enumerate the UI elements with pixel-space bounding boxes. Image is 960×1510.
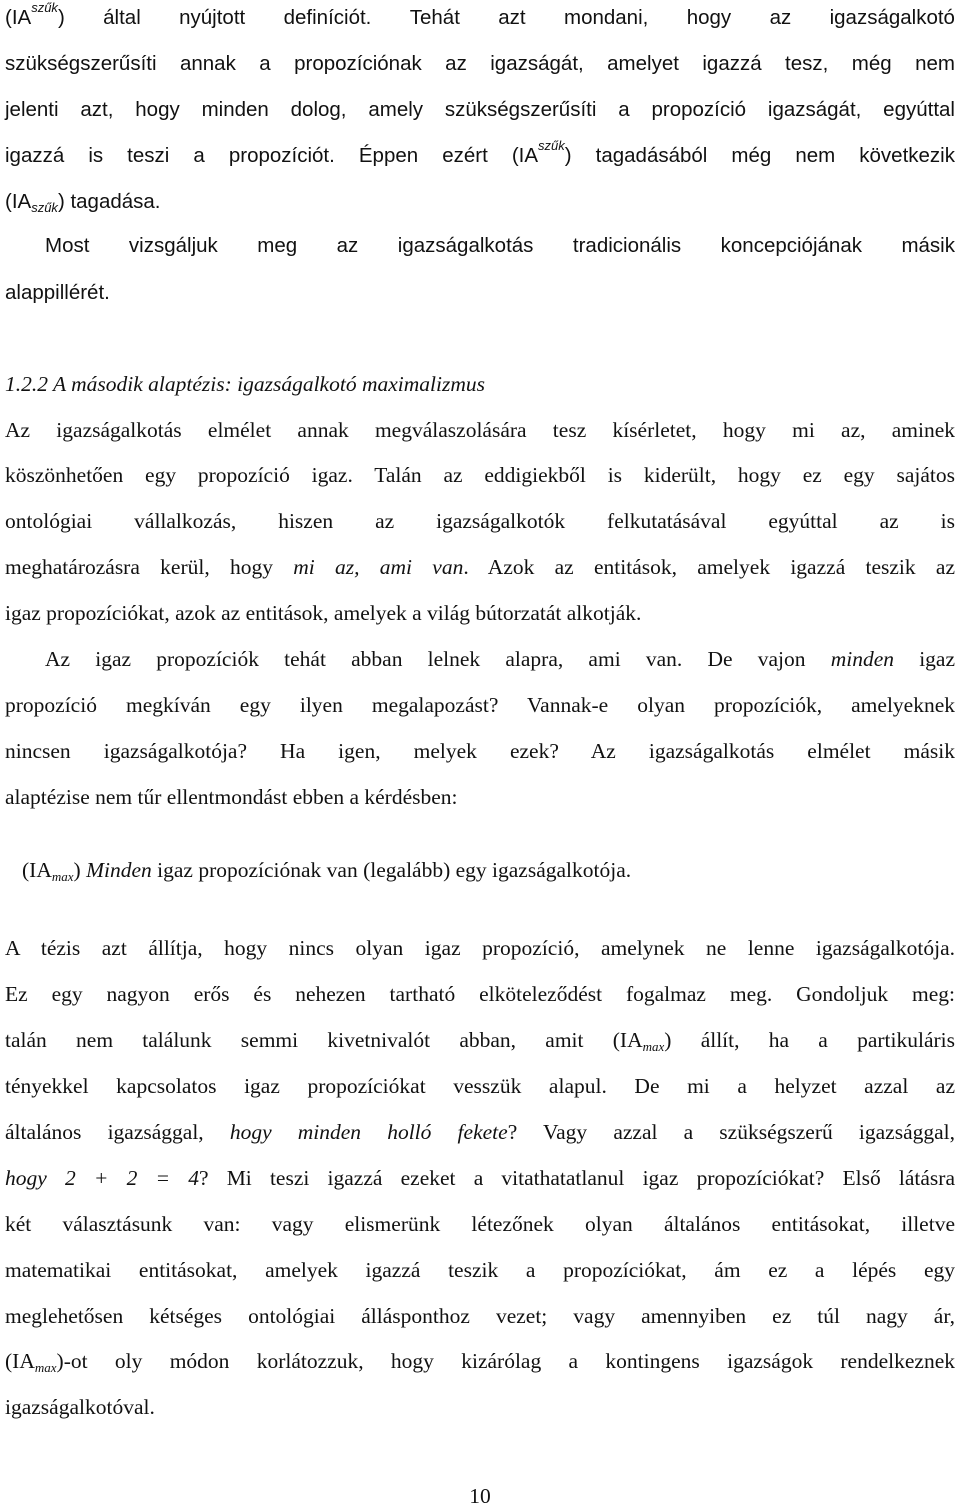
text-line: Ez egy nagyon erős és nehezen tartható elköteleződést fogalmaz meg. Gondoljuk meg: [5,982,955,1006]
word: mondani, [564,6,649,29]
text-line [5,1118,955,1146]
word: azt [498,6,526,29]
text-fragment: Az igaz propozíciók tehát abban lelnek alapra, ami van. De vajon [45,647,831,671]
text-fragment: (IA [5,190,32,213]
text-fragment: ? Mi teszi igazzá ezeket a vitathatatlanul igaz propozíciókat? Első látásra [198,1166,956,1190]
text-line: igazságalkotóval. [5,1395,155,1419]
word: hogy [686,6,732,29]
word: által [103,6,141,29]
emphasis-text: minden [830,647,894,671]
text-fragment: ) [73,858,87,882]
text-line: tényekkel kapcsolatos igaz propozíciókat vesszük alapul. De mi a helyzet azzal az [5,1074,955,1098]
word: Tehát [409,6,460,29]
text-line: két választásunk van: vagy elismerünk létezőnek olyan általános entitásokat, illetve [5,1212,955,1236]
text-fragment: meghatározásra kerül, hogy [5,555,294,579]
subscript-label: max [51,869,74,884]
word: definíciót. [283,6,372,29]
page-number: 10 [469,1484,491,1508]
text-line: alappillérét. [5,281,110,304]
text-fragment: általános igazsággal, [5,1120,230,1144]
text-line: jelenti azt, hogy minden dolog, amely szükségszerűsíti a propozíció igazságát, egyúttal [5,98,955,121]
text-line: propozíció megkíván egy ilyen megalapozást? Vannak-e olyan propozíciók, amelyeknek [5,693,955,717]
text-line: ontológiai vállalkozás, hiszen az igazságalkotók felkutatásával egyúttal az is [5,509,955,533]
text-fragment: (IA [5,1349,35,1373]
emphasis-text: hogy minden holló fekete [229,1120,508,1144]
word: igazságalkotó [829,6,955,29]
text-line: Az igazságalkotás elmélet annak megválaszolására tesz kísérletet, hogy mi az, aminek [5,418,955,442]
text-line [5,0,955,32]
text-line [45,645,955,673]
word: az [769,6,792,29]
section-heading: 1.2.2 A második alaptézis: igazságalkotó maximalizmus [5,372,485,396]
text-line: meglehetősen kétséges ontológiai állásponthoz vezet; vagy amennyiben ez túl nagy ár, [5,1304,955,1328]
text-line [5,1347,955,1375]
text-line: szükségszerűsíti annak a propozíciónak az igazságát, amelyet igazzá tesz, még nem [5,52,955,75]
text-line: köszönhetően egy propozíció igaz. Talán az eddigiekből is kiderült, hogy ez egy sajátos [5,463,955,487]
emphasis-text: mi az, ami van [293,555,464,579]
text-fragment: ? Vagy azzal a szükségszerű igazsággal, [507,1120,955,1144]
text-fragment: ) tagadása. [57,190,161,213]
text-line: A tézis azt állítja, hogy nincs olyan igaz propozíció, amelynek ne lenne igazságalkotója. [5,936,955,960]
text-line: Most vizsgáljuk meg az igazságalkotás tradicionális koncepciójának másik [45,234,955,257]
text-fragment: igaz propozíciónak van (legalább) egy igazságalkotója. [151,858,632,882]
text-fragment: igazzá is teszi a propozíciót. Éppen ezért (IA [5,144,539,167]
text-fragment: igaz [894,647,955,671]
text-line [5,553,955,581]
text-fragment: ) [57,6,65,29]
superscript-label: szűk [31,0,58,15]
text-fragment: )-ot oly módon korlátozzuk, hogy kizárólag a kontingens igazságok rendelkeznek [56,1349,955,1373]
text-fragment: (IA [22,858,52,882]
text-line [5,1164,955,1192]
superscript-label: szűk [538,138,565,153]
text-line [5,1026,955,1054]
text-line: matematikai entitásokat, amelyek igazzá teszik a propozíciókat, ám ez a lépés egy [5,1258,955,1282]
text-fragment: ) állít, ha a partikuláris [664,1028,955,1052]
emphasis-text: Minden [86,858,152,882]
text-fragment: . Azok az entitások, amelyek igazzá teszik az [463,555,955,579]
subscript-label: max [642,1039,665,1054]
text-line: igaz propozíciókat, azok az entitások, amelyek a világ bútorzatát alkotják. [5,601,642,625]
text-fragment: ) tagadásából még nem következik [564,144,955,167]
subscript-label: max [34,1360,57,1375]
emphasis-text: hogy 2 + 2 = 4 [5,1166,199,1190]
text-fragment: (IA [5,6,32,29]
text-line [5,138,955,170]
text-line: nincsen igazságalkotója? Ha igen, melyek ezek? Az igazságalkotás elmélet másik [5,739,955,763]
text-line: alaptézise nem tűr ellentmondást ebben a kérdésben: [5,785,458,809]
text-line [5,188,955,216]
word: nyújtott [179,6,246,29]
thesis-statement [22,856,960,884]
subscript-label: szűk [31,200,58,215]
text-fragment: talán nem találunk semmi kivetnivalót abban, amit (IA [5,1028,643,1052]
